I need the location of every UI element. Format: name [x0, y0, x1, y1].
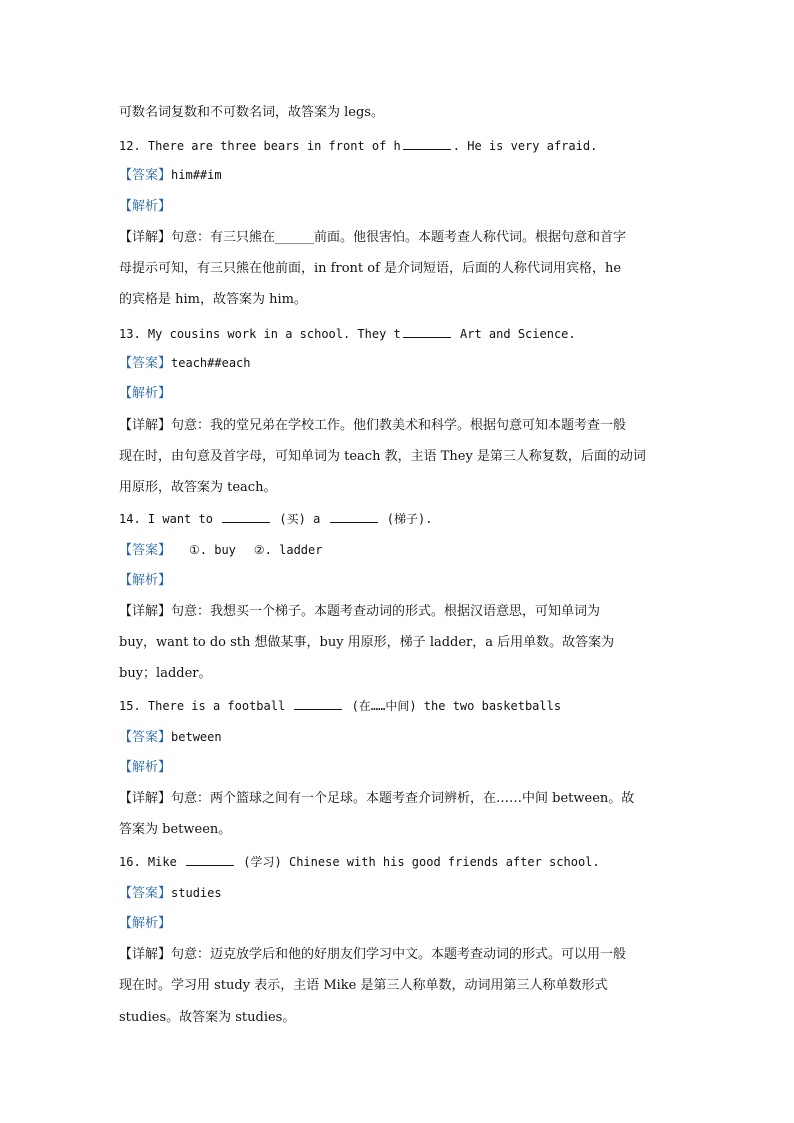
question-number: 13.	[119, 327, 141, 341]
question-text: (在……中间) the two basketballs	[351, 699, 562, 713]
analysis-label: 【解析】	[119, 573, 172, 588]
detail-text: buy；ladder。	[119, 666, 212, 681]
answer-blank	[222, 510, 270, 523]
question-14	[119, 510, 679, 528]
answer-value: him##im	[171, 168, 222, 182]
question-13	[119, 325, 679, 343]
detail-text: 现在时，由句意及首字母，可知单词为 teach 教，主语 They 是第三人称复数，后面的动词	[119, 449, 646, 464]
question-text: (学习) Chinese with his good friends after school.	[243, 855, 600, 869]
detail-line-13-1	[119, 417, 679, 435]
analysis-line-16	[119, 915, 679, 933]
answer-blank	[186, 853, 234, 866]
analysis-label: 【解析】	[119, 916, 172, 931]
detail-line-12-1	[119, 229, 679, 247]
question-text: (买) a	[279, 512, 321, 526]
detail-line-16-1	[119, 946, 679, 964]
detail-label: 【详解】	[119, 418, 172, 433]
answer-value: ①. buy	[189, 543, 236, 557]
answer-blank	[294, 697, 342, 710]
answer-value: studies	[171, 886, 222, 900]
answer-blank	[330, 510, 378, 523]
answer-label: 【答案】	[119, 886, 172, 901]
question-text: There is a football	[147, 699, 286, 713]
detail-line-14-1	[119, 603, 679, 621]
question-text: . He is very afraid.	[452, 139, 598, 153]
question-number: 12.	[119, 139, 141, 153]
answer-line-14	[119, 541, 679, 560]
answer-label: 【答案】	[119, 543, 172, 558]
detail-text: 句意：有三只熊在______前面。他很害怕。本题考查人称代词。根据句意和首字	[171, 230, 627, 245]
analysis-line-15	[119, 759, 679, 777]
answer-value: ②. ladder	[253, 543, 323, 557]
analysis-label: 【解析】	[119, 760, 172, 775]
answer-value: teach##each	[171, 356, 251, 370]
question-number: 14.	[119, 512, 141, 526]
detail-label: 【详解】	[119, 947, 172, 962]
question-16	[119, 853, 679, 871]
detail-line-13-2	[119, 448, 679, 466]
detail-line-14-2	[119, 634, 679, 652]
answer-blank	[403, 325, 451, 338]
detail-text: studies。故答案为 studies。	[119, 1010, 296, 1025]
detail-line-15-2	[119, 821, 679, 839]
detail-text: 用原形，故答案为 teach。	[119, 480, 277, 495]
answer-value: between	[171, 730, 222, 744]
detail-text: 句意：迈克放学后和他的好朋友们学习中文。本题考查动词的形式。可以用一般	[171, 947, 627, 962]
answer-label: 【答案】	[119, 168, 172, 183]
answer-label: 【答案】	[119, 730, 172, 745]
analysis-line-12	[119, 198, 679, 216]
question-number: 16.	[119, 855, 141, 869]
detail-line-12-3	[119, 291, 679, 309]
detail-line-14-3	[119, 665, 679, 683]
detail-label: 【详解】	[119, 604, 172, 619]
answer-blank	[403, 137, 451, 150]
detail-line-12-2	[119, 260, 679, 278]
answer-label: 【答案】	[119, 356, 172, 371]
answer-line-13	[119, 354, 679, 373]
detail-text: buy，want to do sth 想做某事，buy 用原形，梯子 ladder，a 后用单数。故答案为	[119, 635, 615, 650]
detail-text: 的宾格是 him，故答案为 him。	[119, 292, 307, 307]
question-number: 15.	[119, 699, 141, 713]
detail-text: 母提示可知，有三只熊在他前面，in front of 是介词短语，后面的人称代词用宾格，he	[119, 261, 622, 276]
detail-text: 句意：我的堂兄弟在学校工作。他们教美术和科学。根据句意可知本题考查一般	[171, 418, 627, 433]
answer-line-12	[119, 166, 679, 185]
analysis-line-13	[119, 385, 679, 403]
detail-text: 答案为 between。	[119, 822, 232, 837]
detail-line-16-2	[119, 977, 679, 995]
question-text: Mike	[147, 855, 177, 869]
detail-line-15-1	[119, 790, 679, 808]
detail-text: 现在时。学习用 study 表示，主语 Mike 是第三人称单数，动词用第三人称单数形式	[119, 978, 608, 993]
question-12	[119, 137, 679, 155]
question-15	[119, 697, 679, 715]
intro-text: 可数名词复数和不可数名词，故答案为 legs。	[119, 105, 384, 120]
detail-text: 句意：两个篮球之间有一个足球。本题考查介词辨析，在……中间 between。故	[171, 791, 635, 806]
question-text: Art and Science.	[452, 327, 576, 341]
detail-label: 【详解】	[119, 230, 172, 245]
analysis-label: 【解析】	[119, 199, 172, 214]
question-text: I want to	[147, 512, 213, 526]
analysis-label: 【解析】	[119, 386, 172, 401]
intro-line	[119, 104, 679, 122]
question-text: (梯子).	[386, 512, 433, 526]
question-text: There are three bears in front of h	[147, 139, 401, 153]
question-text: My cousins work in a school. They t	[147, 327, 401, 341]
answer-line-15	[119, 728, 679, 747]
detail-text: 句意：我想买一个梯子。本题考查动词的形式。根据汉语意思，可知单词为	[171, 604, 601, 619]
answer-line-16	[119, 884, 679, 903]
detail-line-13-3	[119, 479, 679, 497]
detail-label: 【详解】	[119, 791, 172, 806]
analysis-line-14	[119, 572, 679, 590]
detail-line-16-3	[119, 1009, 679, 1027]
